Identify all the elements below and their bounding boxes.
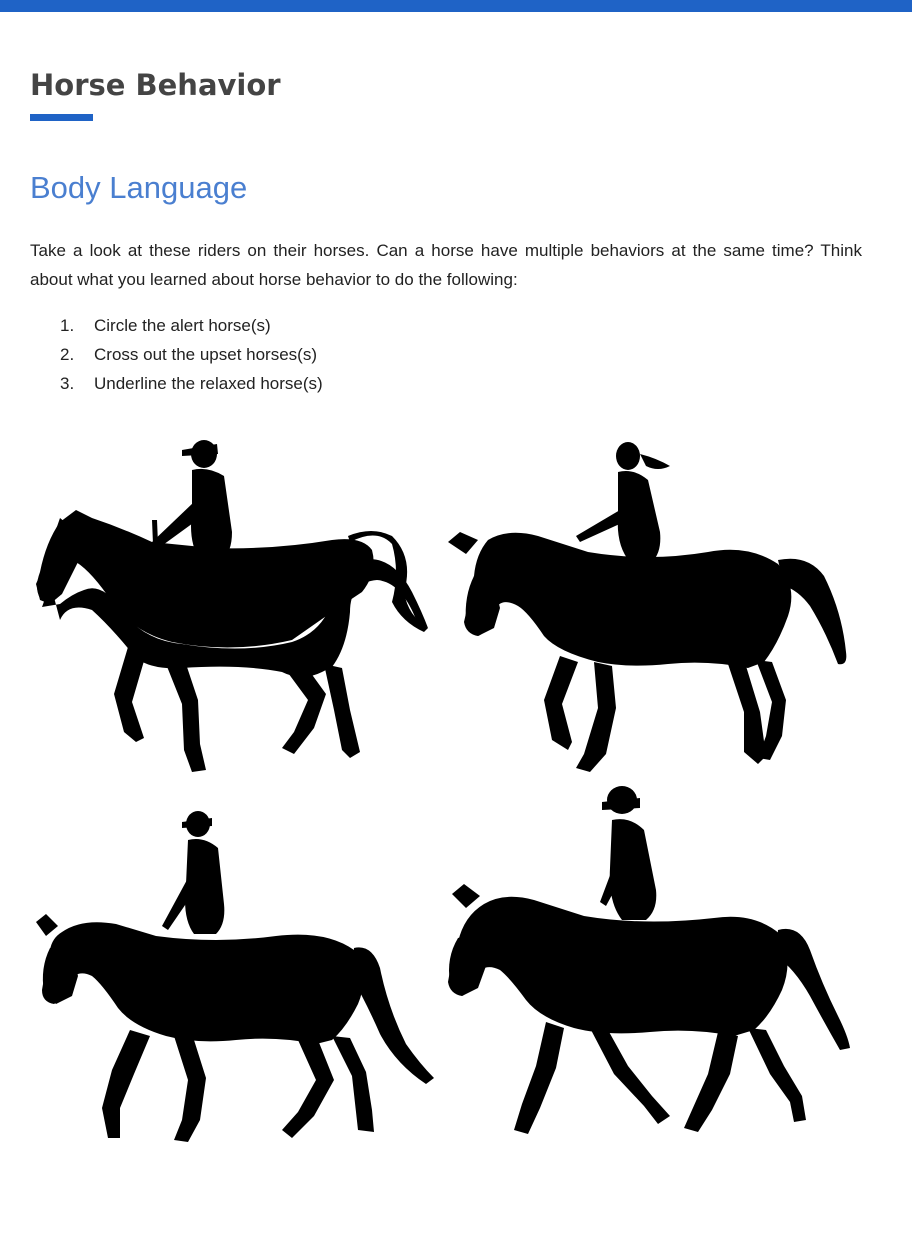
task-text: Circle the alert horse(s) (94, 316, 271, 335)
horse-silhouette-icon (448, 436, 858, 776)
intro-paragraph: Take a look at these riders on their horses. Can a horse have multiple behaviors at the same time? Think about what you learned about horse behavior to do the following: (30, 241, 862, 289)
horse-rider-silhouette-4 (444, 784, 854, 1144)
task-item (60, 369, 323, 398)
title-underline (30, 114, 93, 121)
horse-silhouette-icon (32, 432, 432, 777)
task-number: 3. (60, 374, 75, 393)
horse-rider-silhouette-1 (32, 432, 432, 777)
top-accent-bar (0, 0, 912, 12)
section-title: Body Language (30, 170, 248, 205)
task-text: Underline the relaxed horse(s) (94, 374, 323, 393)
task-number: 2. (60, 345, 75, 364)
horse-silhouette-icon (36, 808, 436, 1148)
task-list (60, 311, 323, 398)
task-item (60, 340, 323, 369)
horse-rider-silhouette-3 (36, 808, 436, 1148)
task-item (60, 311, 323, 340)
horse-rider-silhouette-2 (448, 436, 858, 776)
task-text: Cross out the upset horses(s) (94, 345, 317, 364)
task-number: 1. (60, 316, 75, 335)
horse-silhouette-icon (444, 784, 854, 1144)
page-title: Horse Behavior (30, 68, 281, 102)
